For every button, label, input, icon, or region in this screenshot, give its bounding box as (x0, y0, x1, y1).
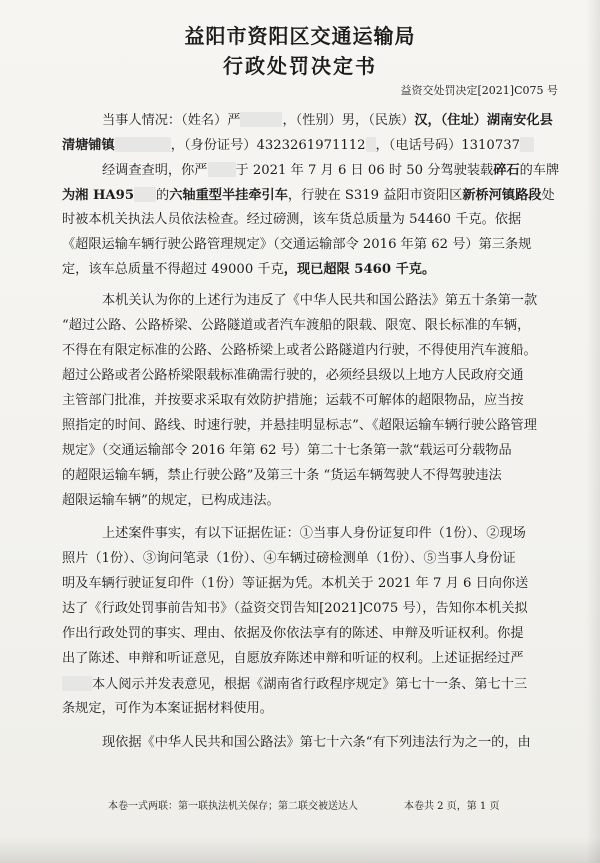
violation-line-6: 照指定的时间、路线、时速行驶，并悬挂明显标志”、《超限运输车辆行驶公路管理 (62, 418, 537, 433)
evidence-line-2: 照片（1份）、③询问笔录（1份）、④车辆过磅检测单（1份）、⑤当事人身份证 (62, 551, 516, 566)
violation-line-1: 本机关认为你的上述行为违反了《中华人民共和国公路法》第五十条第一款 (102, 293, 538, 308)
evidence-line-5: 作出行政处罚的事实、理由、依据及你依法享有的陈述、申辩及听证权利。你提 (62, 626, 524, 641)
page-number: 本卷共 2 页，第 1 页 (404, 801, 500, 812)
party-info-line-1: 当事人情况：（姓名）严 ，（性别）男，（民族）汉，（住址）湖南安化县 (102, 113, 553, 128)
document-number: 益资交处罚决定[2021]C075 号 (400, 84, 558, 97)
copies-note: 本卷一式两联：第一联执法机关保存；第二联交被送达人 (108, 801, 358, 812)
violation-line-4: 超过公路或者公路桥梁限载标准确需行驶的，必须经县级以上地方人民政府交通 (62, 368, 524, 383)
facts-line-4: 《超限运输车辆行驶公路管理规定》（交通运输部令 2016 年第 62 号）第三条规 (62, 237, 532, 252)
violation-line-2: “超过公路、公路桥梁、公路隧道或者汽车渡船的限载、限宽、限长标准的车辆， (62, 318, 531, 333)
facts-line-5: 定，该车总质量不得超过 49000 千克，现已超限 5460 千克。 (62, 262, 436, 277)
facts-line-1: 经调查查明，你严 于 2021 年 7 月 6 日 06 时 50 分驾驶装载碎石的车牌 (102, 163, 560, 178)
violation-line-8: 的超限运输车辆，禁止行驶公路”及第三十条 “货运车辆驾驶人不得驾驶违法 (62, 468, 502, 483)
violation-line-7: 规定》（交通运输部令 2016 年第 62 号）第二十七条第一款“载运可分载物品 (62, 443, 512, 458)
facts-line-2: 为湘 HA95 的六轴重型半挂牵引车，行驶在 S319 益阳市资阳区新桥河镇路段处 (62, 188, 555, 203)
evidence-line-4: 达了《行政处罚事前告知书》（益资交罚告知[2021]C075 号），告知你本机关拟 (62, 601, 528, 616)
violation-line-3: 不得在有限定标准的公路、公路桥梁上或者公路隧道内行驶，不得使用汽车渡船。 (62, 343, 537, 358)
facts-line-3: 时被本机关执法人员依法检查。经过磅测，该车货总质量为 54460 千克。依据 (62, 212, 522, 227)
party-info-line-2: 清塘铺镇 ，（身份证号）432326197111​2 ，（电话号码）1310737 (62, 137, 552, 154)
evidence-line-1: 上述案件事实，有以下证据佐证：①当事人身份证复印件（1份）、②现场 (102, 526, 526, 541)
basis-line-1: 现依据《中华人民共和国公路法》第七十六条“有下列违法行为之一的，由 (102, 735, 531, 750)
page-edge-shadow (586, 0, 600, 863)
redaction (240, 112, 282, 127)
redaction (208, 162, 236, 177)
redaction (62, 676, 92, 691)
evidence-line-6: 出了陈述、申辩和听证意见，自愿放弃陈述申辩和听证的权利。上述证据经过严 (62, 651, 524, 666)
evidence-line-8: 条规定，可作为本案证据材料使用。 (62, 701, 273, 716)
page-bottom-shadow (0, 837, 600, 863)
redaction (366, 137, 376, 152)
evidence-line-3: 明及车辆行驶证复印件（1份）等证据为凭。本机关于 2021 年 7 月 6 日向你送 (62, 576, 529, 591)
violation-line-5: 主管部门批准，并按要求采取有效防护措施；运载不可解体的超限物品，应当按 (62, 393, 524, 408)
redaction (134, 187, 156, 202)
issuing-authority-title: 益阳市资阳区交通运输局 (184, 24, 416, 48)
evidence-line-7: 本人阅示并发表意见，根据《湖南省行政程序规定》第七十一条、第七十三 (62, 676, 552, 693)
redaction (520, 137, 534, 152)
redaction (115, 137, 171, 152)
document-title: 行政处罚决定书 (223, 54, 377, 78)
violation-line-9: 超限运输车辆”的规定，已构成违法。 (62, 493, 280, 508)
